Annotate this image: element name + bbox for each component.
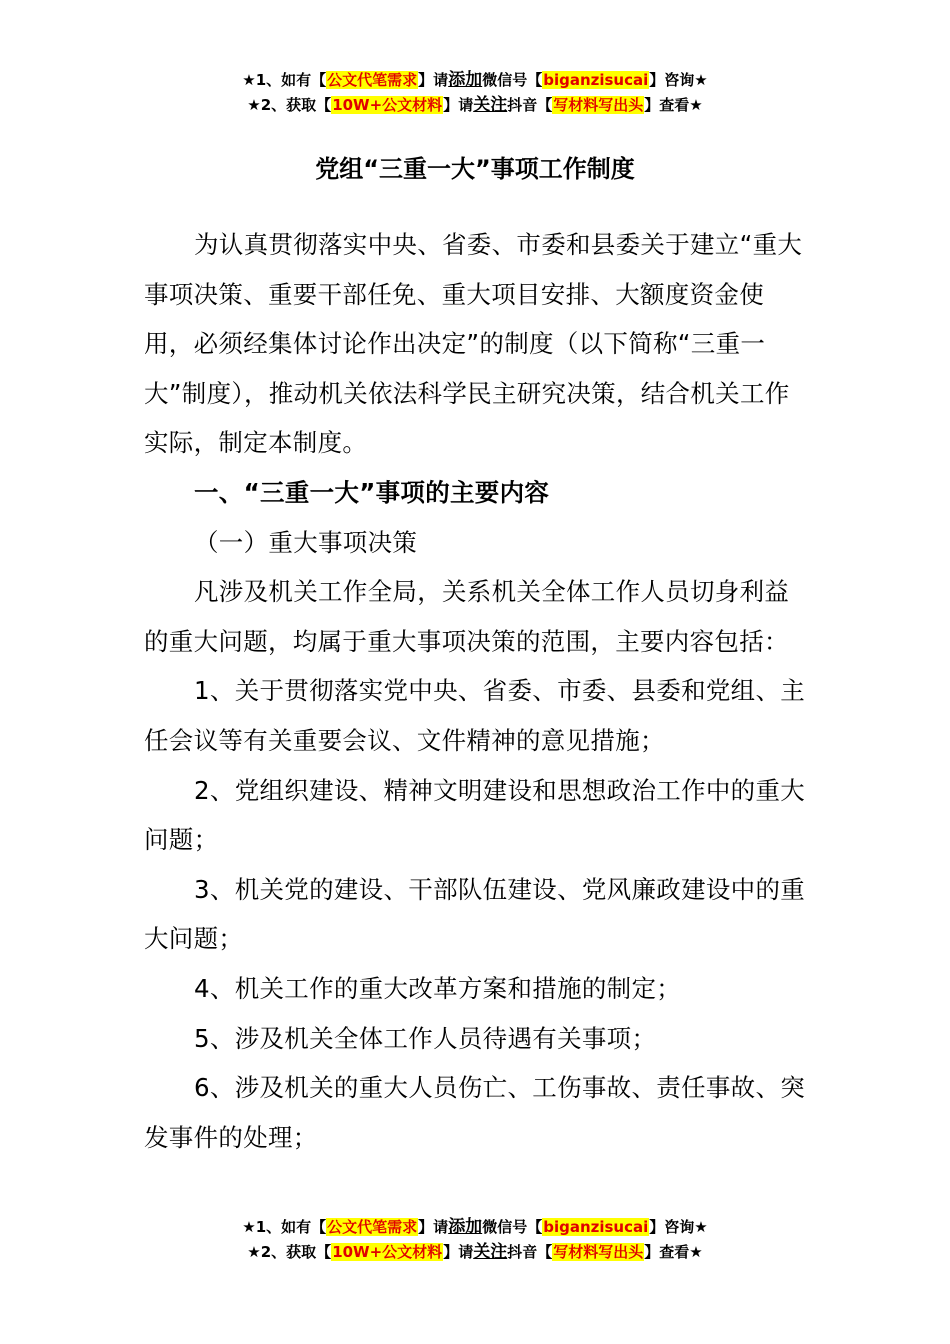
banner-line-2: ★2、获取【10W+公文材料】请关注抖音【写材料写出头】查看★ — [247, 95, 703, 115]
banner-line-1: ★1、如有【公文代笔需求】请添加微信号【biganzisucai】咨询★ — [242, 1217, 708, 1237]
list-item: 1、关于贯彻落实党中央、省委、市委、县委和党组、主任会议等有关重要会议、文件精神的意见措施； — [144, 676, 806, 755]
highlight-materials: 10W+公文材料 — [332, 96, 443, 114]
subsection-heading: （一）重大事项决策 — [194, 527, 418, 557]
header-banner — [0, 68, 950, 118]
highlight-douyin-account: 写材料写出头 — [553, 1243, 644, 1261]
highlight-wechat-id: biganzisucai — [543, 71, 649, 89]
list-item: 3、机关党的建设、干部队伍建设、党风廉政建设中的重大问题； — [144, 874, 806, 954]
paragraph-intro: 为认真贯彻落实中央、省委、市委和县委关于建立“重大事项决策、重要干部任免、重大项目安排、大额度资金使用，必须经集体讨论作出决定”的制度（以下简称“三重一大”制度），推动机关依法科学民主研究决策，结合机关工作实际，制定本制度。 — [144, 230, 803, 458]
list-item: 2、党组织建设、精神文明建设和思想政治工作中的重大问题； — [144, 775, 806, 855]
highlight-douyin-account: 写材料写出头 — [553, 96, 644, 114]
list-item: 5、涉及机关全体工作人员待遇有关事项； — [194, 1023, 657, 1053]
section-heading: 一、“三重一大”事项的主要内容 — [194, 477, 550, 507]
highlight-service: 公文代笔需求 — [327, 1218, 418, 1236]
highlight-materials: 10W+公文材料 — [332, 1243, 443, 1261]
highlight-service: 公文代笔需求 — [327, 71, 418, 89]
document-body — [144, 220, 808, 1162]
page-title: 党组“三重一大”事项工作制度 — [315, 155, 635, 183]
banner-line-2: ★2、获取【10W+公文材料】请关注抖音【写材料写出头】查看★ — [247, 1242, 703, 1262]
footer-banner — [0, 1215, 950, 1265]
list-item: 4、机关工作的重大改革方案和措施的制定； — [194, 973, 682, 1003]
list-item: 6、涉及机关的重大人员伤亡、工伤事故、责任事故、突发事件的处理； — [144, 1073, 806, 1152]
banner-line-1: ★1、如有【公文代笔需求】请添加微信号【biganzisucai】咨询★ — [242, 70, 708, 90]
highlight-wechat-id: biganzisucai — [543, 1218, 649, 1236]
paragraph-scope: 凡涉及机关工作全局，关系机关全体工作人员切身利益的重大问题，均属于重大事项决策的范围，主要内容包括： — [144, 577, 790, 656]
